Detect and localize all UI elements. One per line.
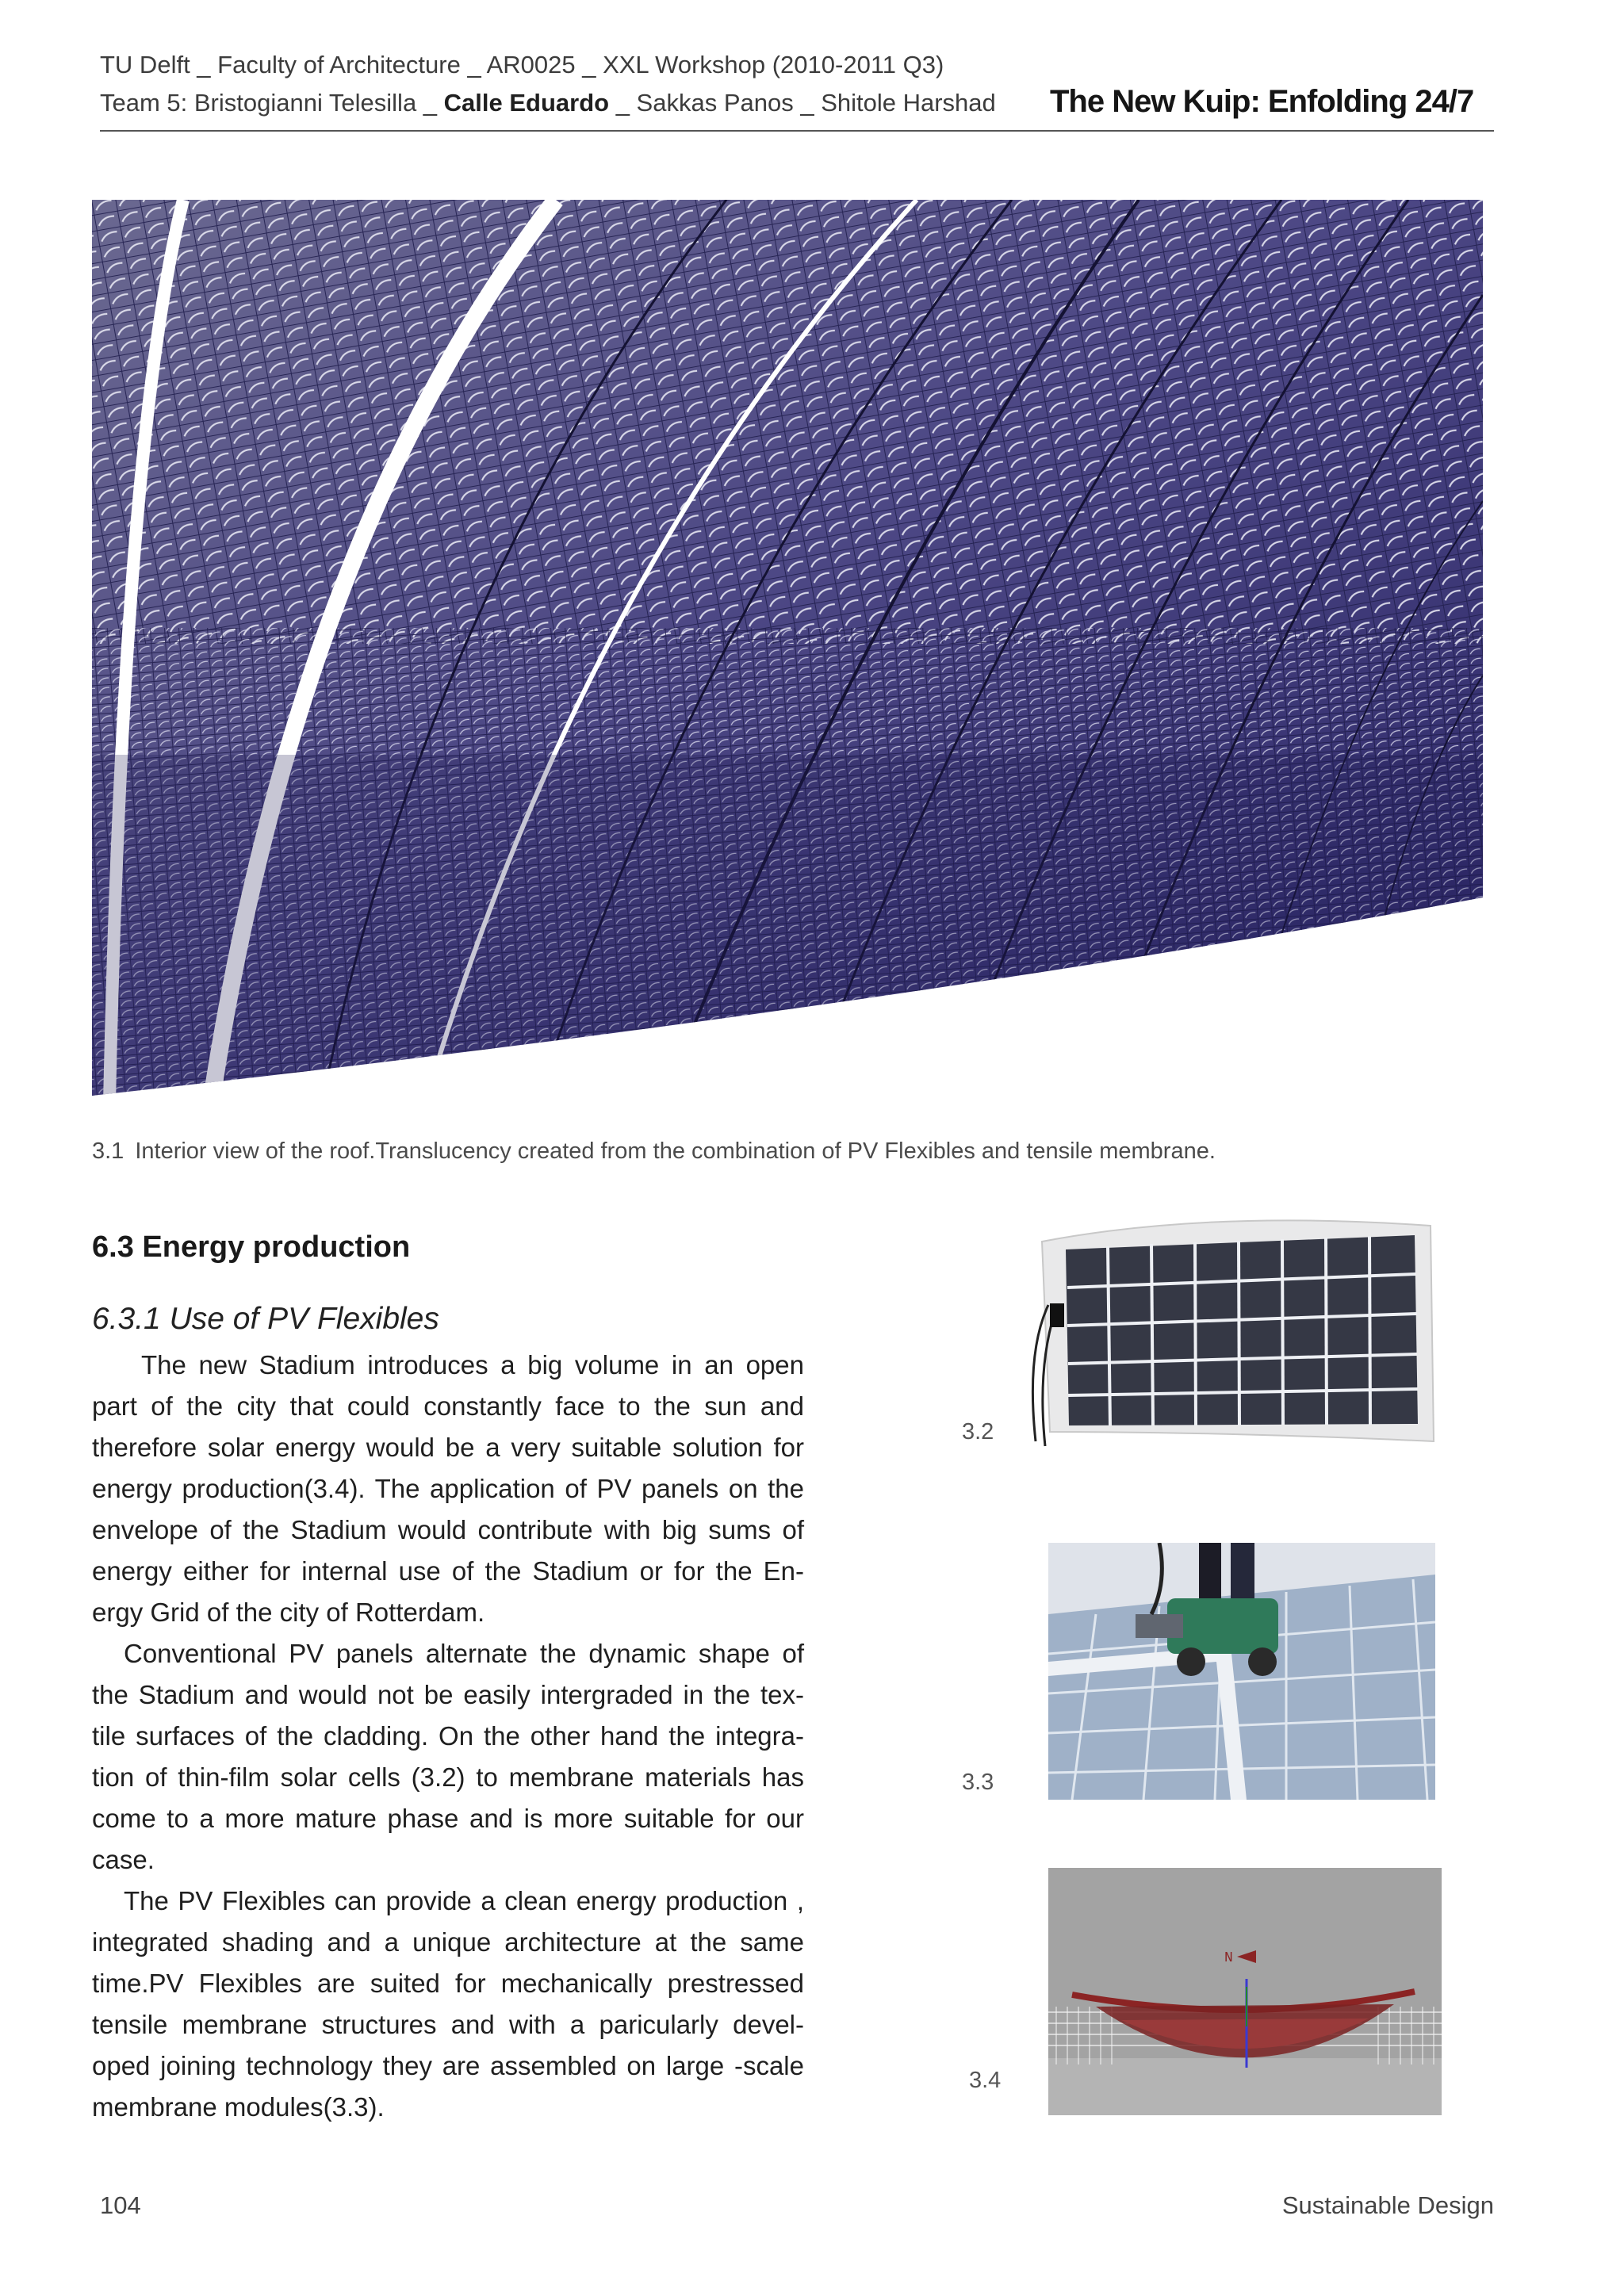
page-number: 104 xyxy=(100,2191,141,2219)
roof-interior-image xyxy=(92,200,1483,1104)
paragraph: Conventional PV panels alternate the dynamic shape of the Stadium and would not be easily intergraded in the tex-tile surfaces of the cladding. On the other hand the integra-tion of thin-film solar cells (3.2) to membrane materials has come to a more mature phase and is more suitable for our case. xyxy=(92,1639,804,1874)
stadium-section-image xyxy=(1048,1868,1442,2115)
header-team-line xyxy=(100,89,996,117)
pv-membrane-welding-image xyxy=(1048,1543,1435,1800)
figure-label-3-3: 3.3 xyxy=(962,1770,994,1795)
body-text xyxy=(92,1345,804,2128)
section-heading: 6.3 Energy production xyxy=(92,1230,411,1264)
project-title: The New Kuip: Enfolding 24/7 xyxy=(1050,84,1474,119)
figure-label-3-2: 3.2 xyxy=(962,1419,994,1445)
caption-text: Interior view of the roof.Translucency created from the combination of PV Flexibles and tensile membrane. xyxy=(135,1138,1216,1164)
subsection-heading: 6.3.1 Use of PV Flexibles xyxy=(92,1302,439,1336)
header-course-line: TU Delft _ Faculty of Architecture _ AR0025 _ XXL Workshop (2010-2011 Q3) xyxy=(100,51,944,78)
figure-label-3-4: 3.4 xyxy=(969,2068,1002,2093)
footer-section-name: Sustainable Design xyxy=(1281,2191,1494,2219)
welding-illustration xyxy=(1048,1543,1435,1800)
team-names-pre: Team 5: Bristogianni Telesilla _ xyxy=(100,89,444,117)
figure-caption-3-1 xyxy=(92,1138,1216,1165)
header-divider xyxy=(100,130,1494,132)
flexible-pv-panel-image xyxy=(1018,1194,1443,1456)
pv-panel-illustration xyxy=(1018,1194,1443,1456)
team-name-bold: Calle Eduardo xyxy=(443,89,610,117)
roof-pv-grid-illustration xyxy=(92,200,1483,1104)
team-names-post: _ Sakkas Panos _ Shitole Harshad xyxy=(609,89,996,117)
paragraph: The new Stadium introduces a big volume in an open part of the city that could constantly face to the sun and therefore solar energy would be a very suitable solution for energy production(3.4). The application of PV panels on the envelope of the Stadium would contribute with big sums of energy either for internal use of the Stadium or for the En-ergy Grid of the city of Rotterdam. xyxy=(92,1350,804,1627)
stadium-section-illustration xyxy=(1048,1868,1442,2115)
caption-number: 3.1 xyxy=(92,1138,124,1164)
compass-n-label: N xyxy=(1224,1950,1233,1966)
paragraph: The PV Flexibles can provide a clean energy production , integrated shading and a unique architecture at the same time.PV Flexibles are suited for mechanically prestressed tensile membrane structures and with a paricularly devel-oped joining technology they are assembled on large -scale membrane modules(3.3). xyxy=(92,1886,804,2122)
